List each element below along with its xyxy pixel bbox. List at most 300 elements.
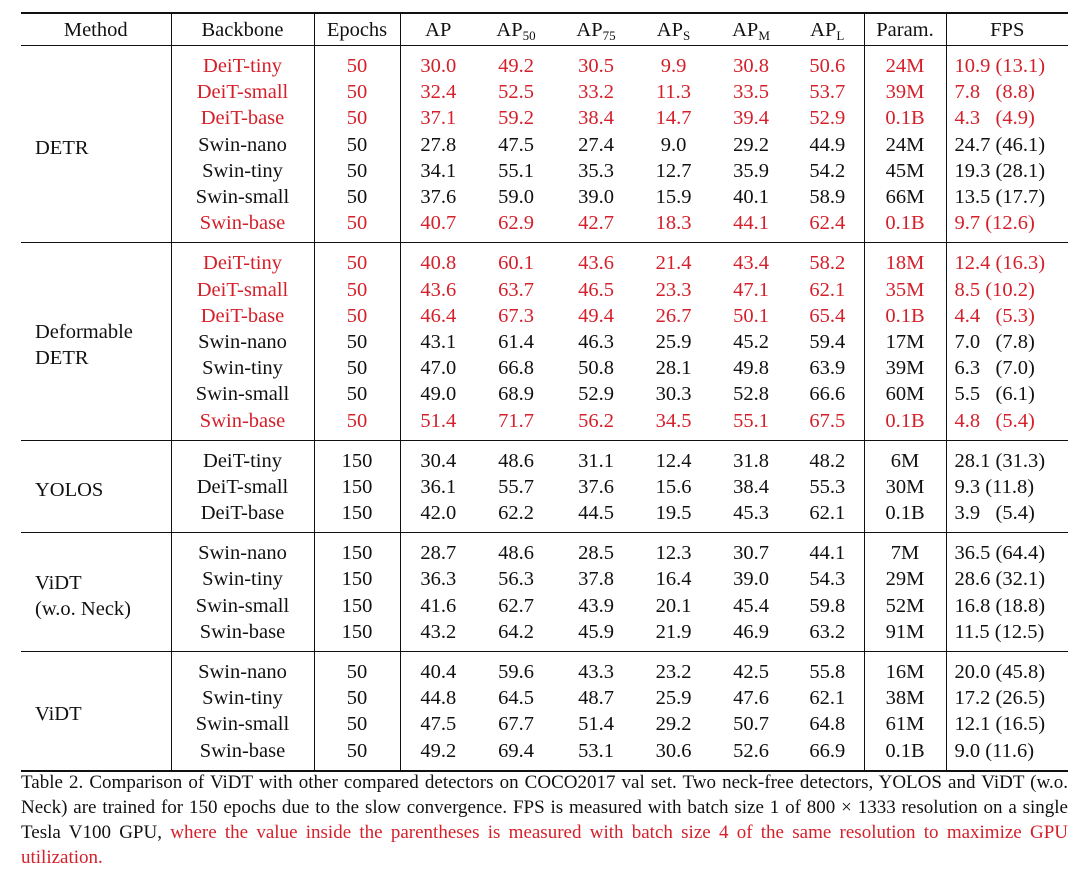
ap-cell: 43.1 <box>400 329 476 355</box>
backbone-cell: Swin-small <box>171 184 314 210</box>
backbone-cell: DeiT-small <box>171 277 314 303</box>
ap-cell: 32.4 <box>400 79 476 105</box>
backbone-cell: Swin-nano <box>171 329 314 355</box>
table-row <box>21 132 1068 158</box>
ap-cell: 40.4 <box>400 651 476 685</box>
header-ap: AP <box>400 13 476 46</box>
header-ap50: $AP_{50}$ <box>476 13 556 46</box>
aps-cell: 30.6 <box>655 739 692 762</box>
aps-cell: 28.1 <box>655 357 692 380</box>
apl-cell: 55.3 <box>809 475 846 498</box>
param-cell: 35M <box>864 277 946 303</box>
epochs-cell: 150 <box>314 474 400 500</box>
epochs-cell: 150 <box>314 533 400 567</box>
caption-text: Table 2. Comparison of ViDT with other compared detectors on COCO2017 val set. Two neck-free detectors, YOLOS and ViDT (w.o. Neck) are trained for 150 epochs due to the slow convergence. FPS is measured with batch size 1 of 800 × 1333 resolution on a single Tesla V100 GPU, <box>21 772 1068 843</box>
param-cell: 6M <box>864 440 946 474</box>
param-cell: 66M <box>864 184 946 210</box>
ap-cell: 43.2 <box>400 619 476 652</box>
backbone-cell: Swin-nano <box>171 651 314 685</box>
ap-cell: 46.4 <box>400 303 476 329</box>
header-param: Param. <box>864 13 946 46</box>
apl-cell: 59.8 <box>809 594 846 617</box>
ap-cell: 27.8 <box>400 132 476 158</box>
backbone-cell: Swin-tiny <box>171 685 314 711</box>
ap-cell: 36.3 <box>400 566 476 592</box>
header-backbone: Backbone <box>171 13 314 46</box>
ap-cell: 42.0 <box>400 500 476 533</box>
param-cell: 0.1B <box>864 500 946 533</box>
table-row <box>21 474 1068 500</box>
ap75-cell: 46.3 <box>578 330 614 353</box>
apm-cell: 44.1 <box>733 212 769 235</box>
param-cell: 7M <box>864 533 946 567</box>
param-cell: 38M <box>864 685 946 711</box>
param-cell: 18M <box>864 243 946 277</box>
backbone-cell: DeiT-small <box>171 474 314 500</box>
ap75-cell: 50.8 <box>578 357 614 380</box>
apm-cell: 31.8 <box>733 449 769 472</box>
apl-cell: 64.8 <box>809 713 846 736</box>
epochs-cell: 50 <box>314 184 400 210</box>
header-row <box>21 13 1068 46</box>
table-row <box>21 500 1068 533</box>
apl-cell: 66.6 <box>809 383 846 406</box>
apm-cell: 38.4 <box>733 475 769 498</box>
ap-cell: 44.8 <box>400 685 476 711</box>
aps-cell: 9.0 <box>660 133 687 156</box>
table-row <box>21 593 1068 619</box>
backbone-cell: Swin-base <box>171 738 314 771</box>
apl-cell: 58.2 <box>809 252 846 275</box>
aps-cell: 15.6 <box>655 475 692 498</box>
param-cell: 60M <box>864 381 946 407</box>
fps-cell: 8.5 (10.2) <box>946 277 1068 303</box>
ap75-cell: 56.2 <box>578 409 614 432</box>
ap50-cell: 68.9 <box>498 383 534 406</box>
table-row <box>21 738 1068 771</box>
fps-cell: 9.3 (11.8) <box>946 474 1068 500</box>
epochs-cell: 50 <box>314 738 400 771</box>
method-cell: DETR <box>35 136 89 159</box>
fps-cell: 6.3 (7.0) <box>946 355 1068 381</box>
aps-cell: 11.3 <box>655 81 692 104</box>
ap50-cell: 59.2 <box>498 107 534 130</box>
backbone-cell: Swin-small <box>171 381 314 407</box>
ap50-cell: 59.6 <box>498 661 534 684</box>
backbone-cell: DeiT-base <box>171 500 314 533</box>
backbone-cell: Swin-base <box>171 407 314 440</box>
ap50-cell: 62.9 <box>498 212 534 235</box>
epochs-cell: 50 <box>314 685 400 711</box>
aps-cell: 12.3 <box>655 542 692 565</box>
ap75-cell: 52.9 <box>578 383 614 406</box>
ap50-cell: 67.7 <box>498 713 534 736</box>
aps-cell: 15.9 <box>655 186 692 209</box>
apl-cell: 63.2 <box>809 620 846 643</box>
aps-cell: 21.9 <box>655 620 692 643</box>
fps-cell: 36.5 (64.4) <box>946 533 1068 567</box>
method-group <box>21 243 1068 440</box>
ap50-cell: 62.7 <box>498 594 534 617</box>
ap50-cell: 69.4 <box>498 739 534 762</box>
fps-cell: 17.2 (26.5) <box>946 685 1068 711</box>
table-row <box>21 619 1068 652</box>
method-group <box>21 651 1068 770</box>
aps-cell: 34.5 <box>655 409 692 432</box>
ap-cell: 49.0 <box>400 381 476 407</box>
apm-cell: 50.7 <box>733 713 769 736</box>
param-cell: 0.1B <box>864 105 946 131</box>
aps-cell: 29.2 <box>655 713 692 736</box>
aps-cell: 16.4 <box>655 568 692 591</box>
backbone-cell: DeiT-tiny <box>171 46 314 80</box>
backbone-cell: Swin-base <box>171 210 314 243</box>
apl-cell: 62.1 <box>809 502 846 525</box>
table-row <box>21 46 1068 80</box>
apl-cell: 62.1 <box>809 687 846 710</box>
apm-cell: 50.1 <box>733 304 769 327</box>
aps-cell: 23.2 <box>655 661 692 684</box>
ap50-cell: 47.5 <box>498 133 534 156</box>
apm-cell: 49.8 <box>733 357 769 380</box>
ap75-cell: 42.7 <box>578 212 614 235</box>
ap-cell: 36.1 <box>400 474 476 500</box>
header-ap75: $AP_{75}$ <box>556 13 636 46</box>
epochs-cell: 50 <box>314 651 400 685</box>
ap75-cell: 43.3 <box>578 661 614 684</box>
caption-highlight: where the value inside the parentheses is measured with batch size 4 of the same resolution to maximize GPU utilization. <box>21 822 1068 868</box>
table-row <box>21 105 1068 131</box>
param-cell: 24M <box>864 132 946 158</box>
ap50-cell: 61.4 <box>498 330 534 353</box>
backbone-cell: Swin-base <box>171 619 314 652</box>
param-cell: 0.1B <box>864 738 946 771</box>
apm-cell: 52.8 <box>733 383 769 406</box>
fps-cell: 7.0 (7.8) <box>946 329 1068 355</box>
ap-cell: 30.4 <box>400 440 476 474</box>
apl-cell: 50.6 <box>809 55 846 78</box>
apm-cell: 39.0 <box>733 568 769 591</box>
table-row <box>21 277 1068 303</box>
ap75-cell: 33.2 <box>578 81 614 104</box>
ap75-cell: 43.9 <box>578 594 614 617</box>
table-row <box>21 381 1068 407</box>
ap75-cell: 49.4 <box>578 304 614 327</box>
ap50-cell: 48.6 <box>498 449 534 472</box>
ap50-cell: 49.2 <box>498 55 534 78</box>
ap75-cell: 30.5 <box>578 55 614 78</box>
ap75-cell: 39.0 <box>578 186 614 209</box>
apl-cell: 67.5 <box>809 409 846 432</box>
table-row <box>21 158 1068 184</box>
aps-cell: 12.4 <box>655 449 692 472</box>
ap50-cell: 64.5 <box>498 687 534 710</box>
table-row <box>21 566 1068 592</box>
apl-cell: 62.1 <box>809 278 846 301</box>
param-cell: 30M <box>864 474 946 500</box>
apl-cell: 54.2 <box>809 159 846 182</box>
fps-cell: 4.8 (5.4) <box>946 407 1068 440</box>
apm-cell: 33.5 <box>733 81 769 104</box>
apm-cell: 30.7 <box>733 542 769 565</box>
apl-cell: 44.1 <box>809 542 846 565</box>
table-row <box>21 303 1068 329</box>
backbone-cell: DeiT-base <box>171 105 314 131</box>
aps-cell: 23.3 <box>655 278 692 301</box>
method-cell: ViDT (w.o. Neck) <box>35 571 132 620</box>
apm-cell: 45.4 <box>733 594 769 617</box>
ap-cell: 30.0 <box>400 46 476 80</box>
apm-cell: 29.2 <box>733 133 769 156</box>
ap-cell: 40.7 <box>400 210 476 243</box>
ap50-cell: 56.3 <box>498 568 534 591</box>
apm-cell: 35.9 <box>733 159 769 182</box>
param-cell: 39M <box>864 79 946 105</box>
apm-cell: 46.9 <box>733 620 769 643</box>
aps-cell: 21.4 <box>655 252 692 275</box>
aps-cell: 9.9 <box>660 55 687 78</box>
results-table <box>21 12 1068 772</box>
table-row <box>21 243 1068 277</box>
ap75-cell: 43.6 <box>578 252 614 275</box>
header-fps: FPS <box>946 13 1068 46</box>
epochs-cell: 50 <box>314 46 400 80</box>
header-aps: $AP_S$ <box>636 13 711 46</box>
ap75-cell: 28.5 <box>578 542 614 565</box>
method-cell: YOLOS <box>35 478 104 501</box>
fps-cell: 19.3 (28.1) <box>946 158 1068 184</box>
epochs-cell: 50 <box>314 355 400 381</box>
param-cell: 45M <box>864 158 946 184</box>
apl-cell: 48.2 <box>809 449 846 472</box>
apm-cell: 40.1 <box>733 186 769 209</box>
table-row <box>21 711 1068 737</box>
ap75-cell: 45.9 <box>578 620 614 643</box>
epochs-cell: 50 <box>314 711 400 737</box>
epochs-cell: 50 <box>314 158 400 184</box>
epochs-cell: 50 <box>314 329 400 355</box>
aps-cell: 25.9 <box>655 330 692 353</box>
ap50-cell: 71.7 <box>498 409 534 432</box>
header-epochs: Epochs <box>314 13 400 46</box>
ap50-cell: 67.3 <box>498 304 534 327</box>
apm-cell: 47.6 <box>733 687 769 710</box>
epochs-cell: 50 <box>314 79 400 105</box>
method-cell: Deformable DETR <box>35 320 133 369</box>
ap-cell: 40.8 <box>400 243 476 277</box>
fps-cell: 3.9 (5.4) <box>946 500 1068 533</box>
apl-cell: 63.9 <box>809 357 846 380</box>
table-row <box>21 407 1068 440</box>
apm-cell: 45.2 <box>733 330 769 353</box>
backbone-cell: DeiT-base <box>171 303 314 329</box>
epochs-cell: 150 <box>314 500 400 533</box>
ap-cell: 41.6 <box>400 593 476 619</box>
fps-cell: 5.5 (6.1) <box>946 381 1068 407</box>
apm-cell: 52.6 <box>733 739 769 762</box>
ap50-cell: 62.2 <box>498 502 534 525</box>
ap-cell: 47.5 <box>400 711 476 737</box>
apl-cell: 52.9 <box>809 107 846 130</box>
ap75-cell: 37.6 <box>578 475 614 498</box>
ap75-cell: 38.4 <box>578 107 614 130</box>
apl-cell: 54.3 <box>809 568 846 591</box>
fps-cell: 12.1 (16.5) <box>946 711 1068 737</box>
fps-cell: 11.5 (12.5) <box>946 619 1068 652</box>
backbone-cell: Swin-tiny <box>171 566 314 592</box>
epochs-cell: 150 <box>314 619 400 652</box>
param-cell: 0.1B <box>864 210 946 243</box>
ap75-cell: 51.4 <box>578 713 614 736</box>
apm-cell: 47.1 <box>733 278 769 301</box>
param-cell: 52M <box>864 593 946 619</box>
epochs-cell: 150 <box>314 440 400 474</box>
apl-cell: 62.4 <box>809 212 846 235</box>
apl-cell: 44.9 <box>809 133 846 156</box>
ap-cell: 43.6 <box>400 277 476 303</box>
backbone-cell: Swin-small <box>171 593 314 619</box>
table-row <box>21 184 1068 210</box>
ap-cell: 34.1 <box>400 158 476 184</box>
epochs-cell: 50 <box>314 105 400 131</box>
fps-cell: 9.7 (12.6) <box>946 210 1068 243</box>
aps-cell: 12.7 <box>655 159 692 182</box>
backbone-cell: Swin-tiny <box>171 355 314 381</box>
apl-cell: 66.9 <box>809 739 846 762</box>
backbone-cell: Swin-tiny <box>171 158 314 184</box>
backbone-cell: Swin-nano <box>171 132 314 158</box>
ap75-cell: 48.7 <box>578 687 614 710</box>
table-row <box>21 685 1068 711</box>
method-cell: ViDT <box>35 703 82 726</box>
param-cell: 91M <box>864 619 946 652</box>
table-row <box>21 210 1068 243</box>
ap50-cell: 66.8 <box>498 357 534 380</box>
apl-cell: 53.7 <box>809 81 846 104</box>
fps-cell: 20.0 (45.8) <box>946 651 1068 685</box>
ap50-cell: 55.1 <box>498 159 534 182</box>
ap-cell: 49.2 <box>400 738 476 771</box>
fps-cell: 4.3 (4.9) <box>946 105 1068 131</box>
apm-cell: 42.5 <box>733 661 769 684</box>
param-cell: 29M <box>864 566 946 592</box>
apl-cell: 55.8 <box>809 661 846 684</box>
header-method: Method <box>21 13 171 46</box>
method-group <box>21 533 1068 652</box>
aps-cell: 19.5 <box>655 502 692 525</box>
epochs-cell: 50 <box>314 303 400 329</box>
fps-cell: 10.9 (13.1) <box>946 46 1068 80</box>
apm-cell: 45.3 <box>733 502 769 525</box>
ap-cell: 37.1 <box>400 105 476 131</box>
backbone-cell: DeiT-small <box>171 79 314 105</box>
epochs-cell: 50 <box>314 210 400 243</box>
ap75-cell: 35.3 <box>578 159 614 182</box>
apm-cell: 43.4 <box>733 252 769 275</box>
fps-cell: 9.0 (11.6) <box>946 738 1068 771</box>
epochs-cell: 150 <box>314 566 400 592</box>
param-cell: 61M <box>864 711 946 737</box>
backbone-cell: Swin-small <box>171 711 314 737</box>
param-cell: 0.1B <box>864 303 946 329</box>
method-group <box>21 46 1068 243</box>
ap50-cell: 64.2 <box>498 620 534 643</box>
apm-cell: 30.8 <box>733 55 769 78</box>
ap75-cell: 27.4 <box>578 133 614 156</box>
param-cell: 16M <box>864 651 946 685</box>
epochs-cell: 50 <box>314 277 400 303</box>
fps-cell: 16.8 (18.8) <box>946 593 1068 619</box>
epochs-cell: 50 <box>314 132 400 158</box>
param-cell: 0.1B <box>864 407 946 440</box>
apm-cell: 55.1 <box>733 409 769 432</box>
ap75-cell: 46.5 <box>578 278 614 301</box>
param-cell: 39M <box>864 355 946 381</box>
header-apl: $AP_L$ <box>791 13 864 46</box>
fps-cell: 24.7 (46.1) <box>946 132 1068 158</box>
table-row <box>21 651 1068 685</box>
ap75-cell: 44.5 <box>578 502 614 525</box>
fps-cell: 13.5 (17.7) <box>946 184 1068 210</box>
ap75-cell: 37.8 <box>578 568 614 591</box>
ap-cell: 28.7 <box>400 533 476 567</box>
header-apm: $AP_M$ <box>711 13 791 46</box>
ap75-cell: 53.1 <box>578 739 614 762</box>
table-caption <box>21 770 1068 870</box>
aps-cell: 25.9 <box>655 687 692 710</box>
ap-cell: 47.0 <box>400 355 476 381</box>
apl-cell: 58.9 <box>809 186 846 209</box>
ap50-cell: 55.7 <box>498 475 534 498</box>
fps-cell: 7.8 (8.8) <box>946 79 1068 105</box>
ap50-cell: 60.1 <box>498 252 534 275</box>
fps-cell: 28.6 (32.1) <box>946 566 1068 592</box>
aps-cell: 14.7 <box>655 107 692 130</box>
table-row <box>21 329 1068 355</box>
ap-cell: 51.4 <box>400 407 476 440</box>
apl-cell: 65.4 <box>809 304 846 327</box>
ap50-cell: 48.6 <box>498 542 534 565</box>
fps-cell: 12.4 (16.3) <box>946 243 1068 277</box>
ap50-cell: 59.0 <box>498 186 534 209</box>
fps-cell: 4.4 (5.3) <box>946 303 1068 329</box>
backbone-cell: DeiT-tiny <box>171 440 314 474</box>
aps-cell: 18.3 <box>655 212 692 235</box>
param-cell: 24M <box>864 46 946 80</box>
param-cell: 17M <box>864 329 946 355</box>
backbone-cell: Swin-nano <box>171 533 314 567</box>
table-row <box>21 79 1068 105</box>
table-row <box>21 355 1068 381</box>
epochs-cell: 50 <box>314 243 400 277</box>
apm-cell: 39.4 <box>733 107 769 130</box>
table-row <box>21 533 1068 567</box>
fps-cell: 28.1 (31.3) <box>946 440 1068 474</box>
apl-cell: 59.4 <box>809 330 846 353</box>
table-row <box>21 440 1068 474</box>
ap50-cell: 63.7 <box>498 278 534 301</box>
epochs-cell: 150 <box>314 593 400 619</box>
aps-cell: 20.1 <box>655 594 692 617</box>
ap75-cell: 31.1 <box>578 449 614 472</box>
aps-cell: 30.3 <box>655 383 692 406</box>
ap-cell: 37.6 <box>400 184 476 210</box>
epochs-cell: 50 <box>314 381 400 407</box>
ap50-cell: 52.5 <box>498 81 534 104</box>
epochs-cell: 50 <box>314 407 400 440</box>
backbone-cell: DeiT-tiny <box>171 243 314 277</box>
method-group <box>21 440 1068 533</box>
